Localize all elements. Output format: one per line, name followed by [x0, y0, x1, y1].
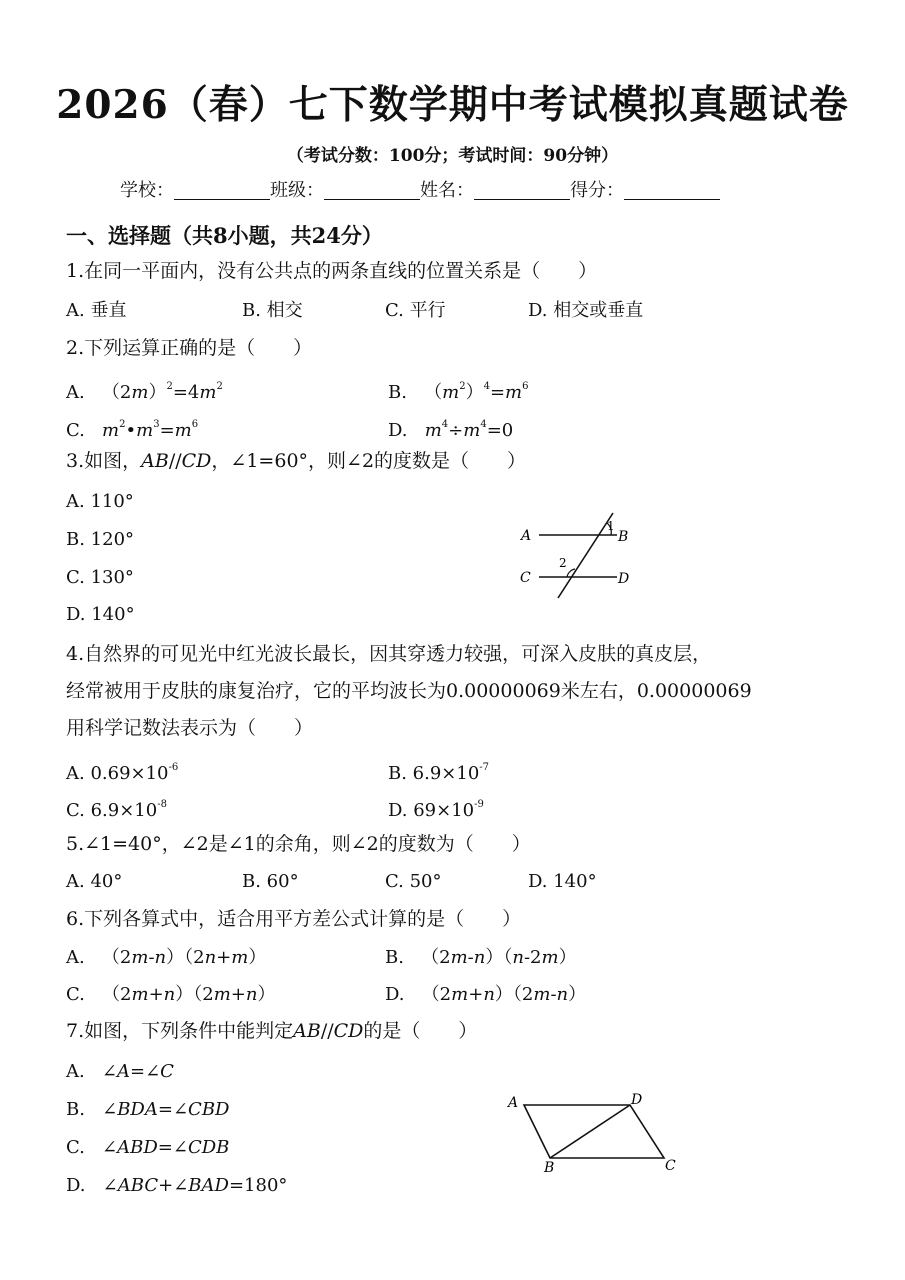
q2-option-b: B. $(m^2)^4=m^6$ [388, 381, 529, 403]
page-title: 2026（春）七下数学期中考试模拟真题试卷 [56, 82, 849, 128]
q4-option-c: C. $6.9\times 10^{-8}$ [66, 799, 167, 821]
q3-figure [505, 505, 655, 605]
q2-option-d: D. $m^4\div m^4=0$ [388, 419, 514, 441]
question-5-stem: 5.∠1=40°，∠2是∠1的余角，则∠2的度数为（ ） [66, 833, 531, 855]
q1-option-d: D. 相交或垂直 [528, 300, 644, 321]
q4-option-d: D. $69\times 10^{-9}$ [388, 799, 484, 821]
diagonal-bd [550, 1105, 630, 1158]
point-a-label: A [508, 1095, 519, 1111]
question-7-stem: 7.如图，下列条件中能判定AB//CD的是（ ） [66, 1020, 478, 1042]
point-c-label: C [520, 570, 531, 586]
q4-option-b: B. $6.9\times 10^{-7}$ [388, 762, 490, 784]
q2-option-c: C. $m^2•m^3=m^6$ [66, 419, 199, 441]
point-c-label: C [665, 1158, 676, 1174]
question-3-stem: 3.如图，AB//CD，∠1=60°，则∠2的度数是（ ） [66, 450, 527, 472]
question-2-stem: 2.下列运算正确的是（ ） [66, 337, 313, 359]
q1-option-a: A. 垂直 [66, 300, 127, 321]
q5-option-a: A. 40° [66, 871, 123, 892]
name-blank [474, 179, 570, 200]
exam-info: （考试分数：100分；考试时间：90分钟） [286, 146, 619, 166]
point-b-label: B [544, 1160, 555, 1175]
angle-2-label: 2 [559, 556, 567, 570]
q2-option-a: A. $(2m)^2=4m^2$ [66, 381, 223, 403]
q7-option-c: C. ∠ABD=∠CDB [66, 1137, 230, 1158]
q7-option-a: A. ∠A=∠C [66, 1061, 174, 1082]
school-label: 学校： [120, 180, 174, 201]
question-4-line-3: 用科学记数法表示为（ ） [66, 717, 314, 739]
q5-option-d: D. 140° [528, 871, 597, 892]
point-d-label: D [631, 1092, 643, 1108]
q6-option-c: C. （2m+n）（2m+n） [66, 984, 276, 1005]
section-heading: 一、选择题（共8小题，共24分） [66, 223, 383, 248]
q6-option-a: A. （2m-n）（2n+m） [66, 947, 267, 968]
q3-option-d: D. 140° [66, 604, 135, 625]
q4-option-a: A. $0.69\times 10^{-6}$ [66, 762, 179, 784]
student-info-line [120, 176, 720, 202]
q5-option-c: C. 50° [385, 871, 442, 892]
name-label: 姓名： [420, 180, 474, 201]
class-label: 班级： [270, 180, 324, 201]
school-blank [174, 179, 270, 200]
question-4-line-2: 经常被用于皮肤的康复治疗，它的平均波长为0.00000069米左右，0.00000069 [66, 680, 752, 702]
class-blank [324, 179, 420, 200]
point-d-label: D [618, 571, 630, 587]
question-4-line-1: 4.自然界的可见光中红光波长最长，因其穿透力较强，可深入皮肤的真皮层， [66, 643, 712, 665]
question-1-stem: 1.在同一平面内，没有公共点的两条直线的位置关系是（ ） [66, 260, 598, 282]
q3-option-a: A. 110° [66, 491, 134, 512]
point-a-label: A [521, 528, 532, 544]
parallelogram [524, 1105, 664, 1158]
angle-1-label: 1 [607, 519, 615, 533]
question-6-stem: 6.下列各算式中，适合用平方差公式计算的是（ ） [66, 908, 522, 930]
q3-option-c: C. 130° [66, 567, 134, 588]
q7-option-d: D. ∠ABC+∠BAD=180° [66, 1175, 288, 1196]
q5-option-b: B. 60° [242, 871, 299, 892]
score-label: 得分： [570, 180, 624, 201]
q1-option-b: B. 相交 [242, 300, 303, 321]
q7-option-b: B. ∠BDA=∠CBD [66, 1099, 230, 1120]
q3-option-b: B. 120° [66, 529, 135, 550]
score-blank [624, 179, 720, 200]
q6-option-b: B. （2m-n）（n-2m） [385, 947, 577, 968]
point-b-label: B [618, 529, 629, 545]
q1-option-c: C. 平行 [385, 300, 446, 321]
q7-figure [500, 1090, 690, 1175]
q6-option-d: D. （2m+n）（2m-n） [385, 984, 587, 1005]
